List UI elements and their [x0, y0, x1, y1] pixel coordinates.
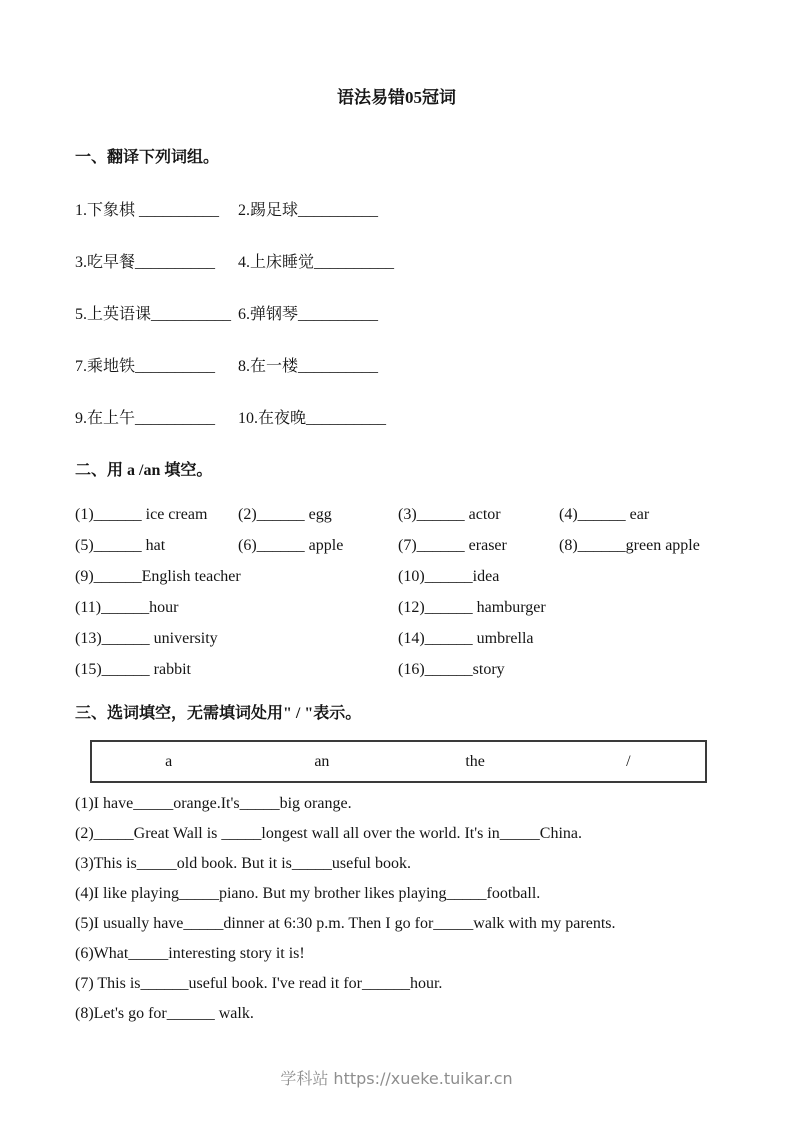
- phrase-row: [75, 254, 793, 272]
- fill-item: (10)______idea: [398, 568, 500, 585]
- article-option-slash: /: [626, 752, 631, 770]
- sentence-item: (2)_____Great Wall is _____longest wall all over the world. It's in_____China.: [75, 825, 582, 842]
- fill-item: (2)______ egg: [238, 506, 332, 523]
- phrase-item: 7.乘地铁__________: [75, 358, 216, 375]
- sentence-item: (7) This is______useful book. I've read it for______hour.: [75, 975, 443, 992]
- fill-item: (1)______ ice cream: [75, 506, 208, 523]
- sentence-item: (4)I like playing_____piano. But my brother likes playing_____football.: [75, 885, 541, 902]
- phrase-row: [75, 410, 793, 428]
- fill-item: (16)______story: [398, 661, 505, 678]
- page-title: 语法易错05冠词: [337, 88, 456, 107]
- phrase-item: 9.在上午__________: [75, 410, 216, 427]
- fill-item: (5)______ hat: [75, 537, 166, 554]
- fill-row: [75, 537, 793, 555]
- fill-row: [75, 661, 793, 679]
- fill-item: (12)______ hamburger: [398, 599, 546, 616]
- article-options-table: [90, 740, 707, 783]
- fill-item: (6)______ apple: [238, 537, 344, 554]
- phrase-item: 6.弹钢琴__________: [238, 306, 379, 323]
- phrase-item: 4.上床睡觉__________: [238, 254, 395, 271]
- article-option-the: the: [465, 752, 485, 770]
- phrase-item: 2.踢足球__________: [238, 202, 379, 219]
- fill-item: (7)______ eraser: [398, 537, 507, 554]
- sentence-item: (1)I have_____orange.It's_____big orange.: [75, 795, 352, 812]
- phrase-item: 1.下象棋 __________: [75, 202, 220, 219]
- phrase-row: [75, 358, 793, 376]
- fill-item: (13)______ university: [75, 630, 218, 647]
- fill-item: (11)______hour: [75, 599, 179, 616]
- phrase-item: 3.吃早餐__________: [75, 254, 216, 271]
- phrase-item: 10.在夜晚__________: [238, 410, 387, 427]
- fill-item: (3)______ actor: [398, 506, 501, 523]
- fill-item: (9)______English teacher: [75, 568, 241, 585]
- section3-heading: 三、选词填空，无需填词处用" / "表示。: [75, 705, 362, 722]
- fill-row: [75, 599, 793, 617]
- article-option-an: an: [314, 752, 330, 770]
- fill-item: (8)______green apple: [559, 537, 700, 554]
- phrase-row: [75, 306, 793, 324]
- fill-item: (4)______ ear: [559, 506, 650, 523]
- section2-heading: 二、用 a /an 填空。: [75, 462, 213, 479]
- fill-item: (15)______ rabbit: [75, 661, 191, 678]
- phrase-item: 8.在一楼__________: [238, 358, 379, 375]
- fill-item: (14)______ umbrella: [398, 630, 534, 647]
- section1-heading: 一、翻译下列词组。: [75, 149, 220, 166]
- phrase-item: 5.上英语课__________: [75, 306, 232, 323]
- fill-row: [75, 506, 793, 524]
- article-option-a: a: [165, 752, 173, 770]
- fill-row: [75, 630, 793, 648]
- phrase-row: [75, 202, 793, 220]
- footer-credit: 学科站 https://xueke.tuikar.cn: [280, 1069, 513, 1088]
- sentence-item: (8)Let's go for______ walk.: [75, 1005, 254, 1022]
- fill-row: [75, 568, 793, 586]
- sentence-item: (5)I usually have_____dinner at 6:30 p.m. Then I go for_____walk with my parents.: [75, 915, 616, 932]
- sentence-item: (3)This is_____old book. But it is_____useful book.: [75, 855, 411, 872]
- sentence-item: (6)What_____interesting story it is!: [75, 945, 305, 962]
